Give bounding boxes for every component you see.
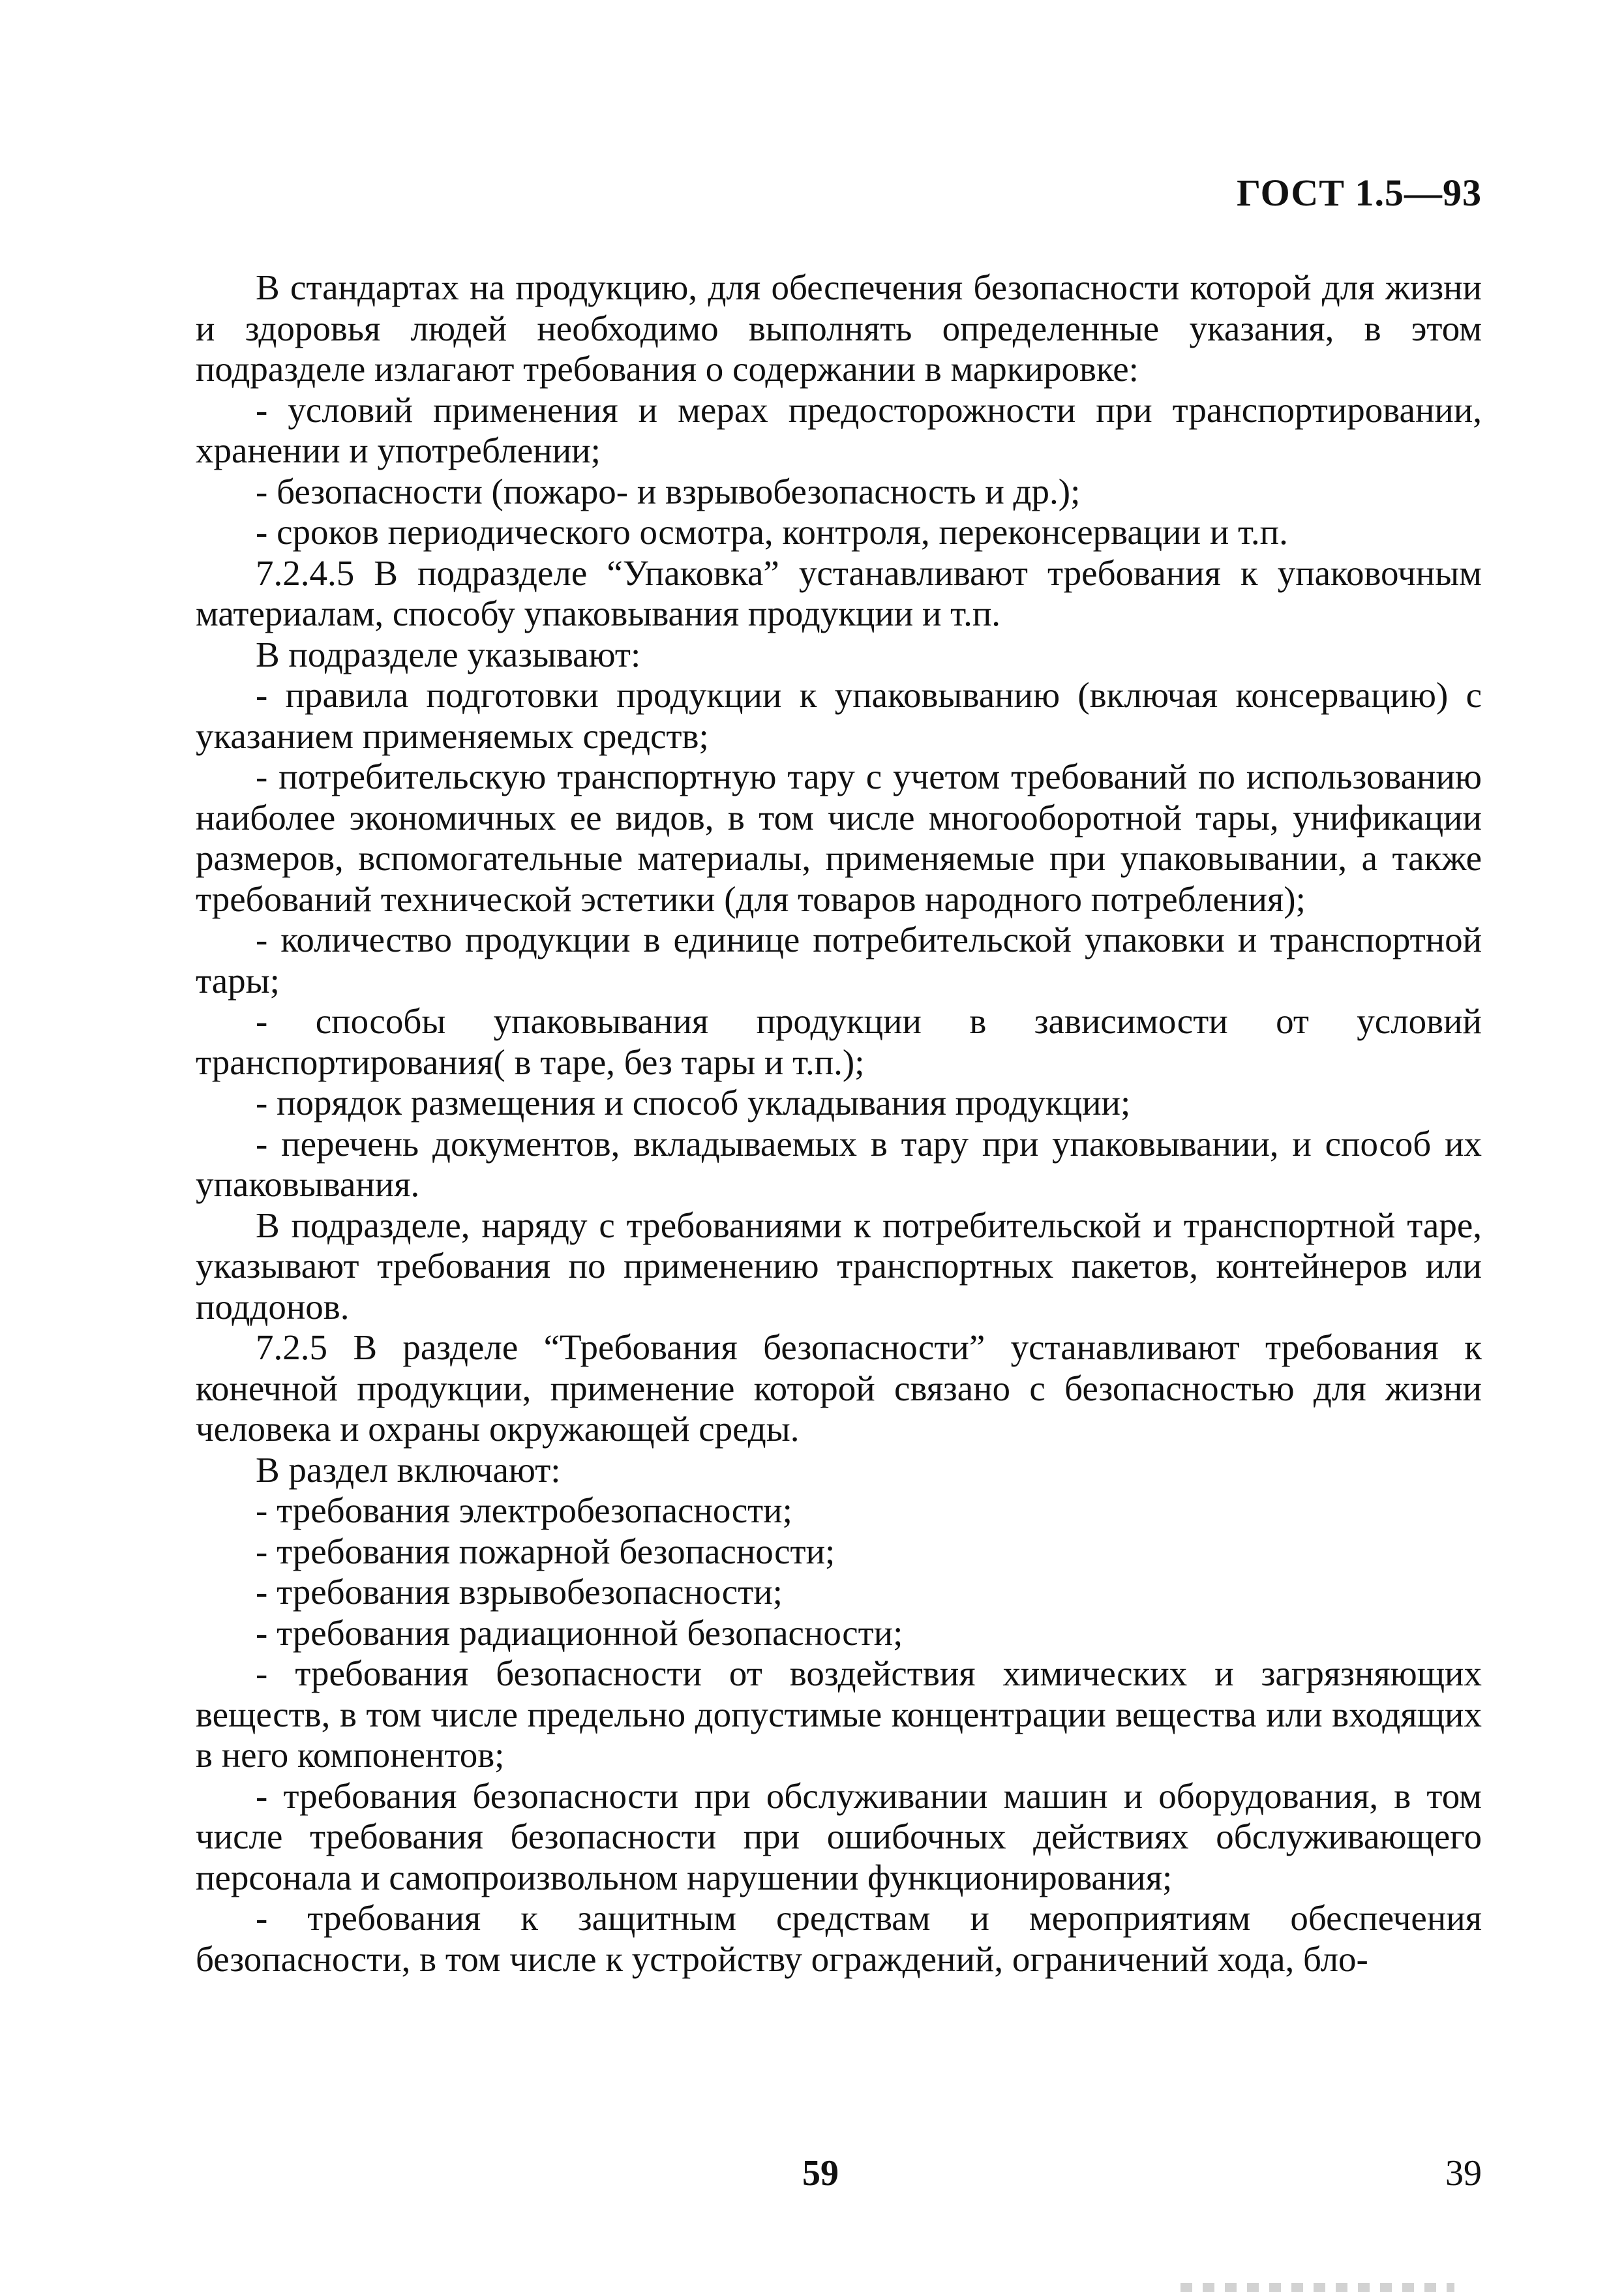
scan-artifact — [1180, 2283, 1454, 2292]
document-code-header: ГОСТ 1.5—93 — [1237, 172, 1482, 214]
page-number-center: 59 — [802, 2153, 839, 2194]
list-item: - требования радиационной безопасности; — [256, 1612, 903, 1653]
list-item: - требования пожарной безопасности; — [256, 1531, 835, 1571]
list-item: - требования безопасности от воздействия химических и загрязняющих веществ, в том числе предельно допустимые концентрации вещества или входящих в него компонентов; — [196, 1653, 1482, 1775]
paragraph: 7.2.4.5 В подразделе “Упаковка” устанавливают требования к упаковочным материалам, способу упаковывания продукции и т.п. — [196, 552, 1482, 633]
list-item: - способы упаковывания продукции в зависимости от условий транспортирования( в таре, без тары и т.п.); — [196, 1001, 1482, 1082]
list-item: - условий применения и мерах предосторожности при транспортировании, хранении и употреблении; — [196, 389, 1482, 470]
list-item: - требования электробезопасности; — [256, 1490, 792, 1530]
list-item: - правила подготовки продукции к упаковыванию (включая консервацию) с указанием применяемых средств; — [196, 675, 1482, 756]
list-item: - потребительскую транспортную тару с учетом требований по использованию наиболее экономичных ее видов, в том числе многооборотной тары, унификации размеров, вспомогательные материалы, применяемые при упаковывании, а также требований технической эстетики (для товаров народного потребления); — [196, 757, 1482, 919]
paragraph: В стандартах на продукцию, для обеспечения безопасности которой для жизни и здоровья людей необходимо выполнять определенные указания, в этом подразделе излагают требования о содержании в маркировке: — [196, 267, 1482, 389]
paragraph: 7.2.5 В разделе “Требования безопасности” устанавливают требования к конечной продукции, применение которой связано с безопасностью для жизни человека и охраны окружающей среды. — [196, 1327, 1482, 1449]
list-item: - требования к защитным средствам и мероприятиям обеспечения безопасности, в том числе к устройству ограждений, ограничений хода, бло- — [196, 1898, 1482, 1979]
paragraph: В раздел включают: — [256, 1449, 561, 1490]
list-item: - безопасности (пожаро- и взрывобезопасность и др.); — [256, 471, 1081, 511]
list-item: - количество продукции в единице потребительской упаковки и транспортной тары; — [196, 920, 1482, 1001]
list-item: - требования безопасности при обслуживании машин и оборудования, в том числе требования безопасности при ошибочных действиях обслуживающего персонала и самопроизвольном нарушении функционирования; — [196, 1775, 1482, 1897]
paragraph: В подразделе указывают: — [256, 634, 641, 674]
body-text — [196, 267, 1482, 1980]
list-item: - сроков периодического осмотра, контроля, переконсервации и т.п. — [256, 512, 1288, 552]
list-item: - требования взрывобезопасности; — [256, 1572, 783, 1612]
paragraph: В подразделе, наряду с требованиями к потребительской и транспортной таре, указывают требования по применению транспортных пакетов, контейнеров или поддонов. — [196, 1205, 1482, 1327]
list-item: - перечень документов, вкладываемых в тару при упаковывании, и способ их упаковывания. — [196, 1123, 1482, 1204]
list-item: - порядок размещения и способ укладывания продукции; — [256, 1083, 1131, 1123]
page-number-right: 39 — [1445, 2153, 1482, 2194]
